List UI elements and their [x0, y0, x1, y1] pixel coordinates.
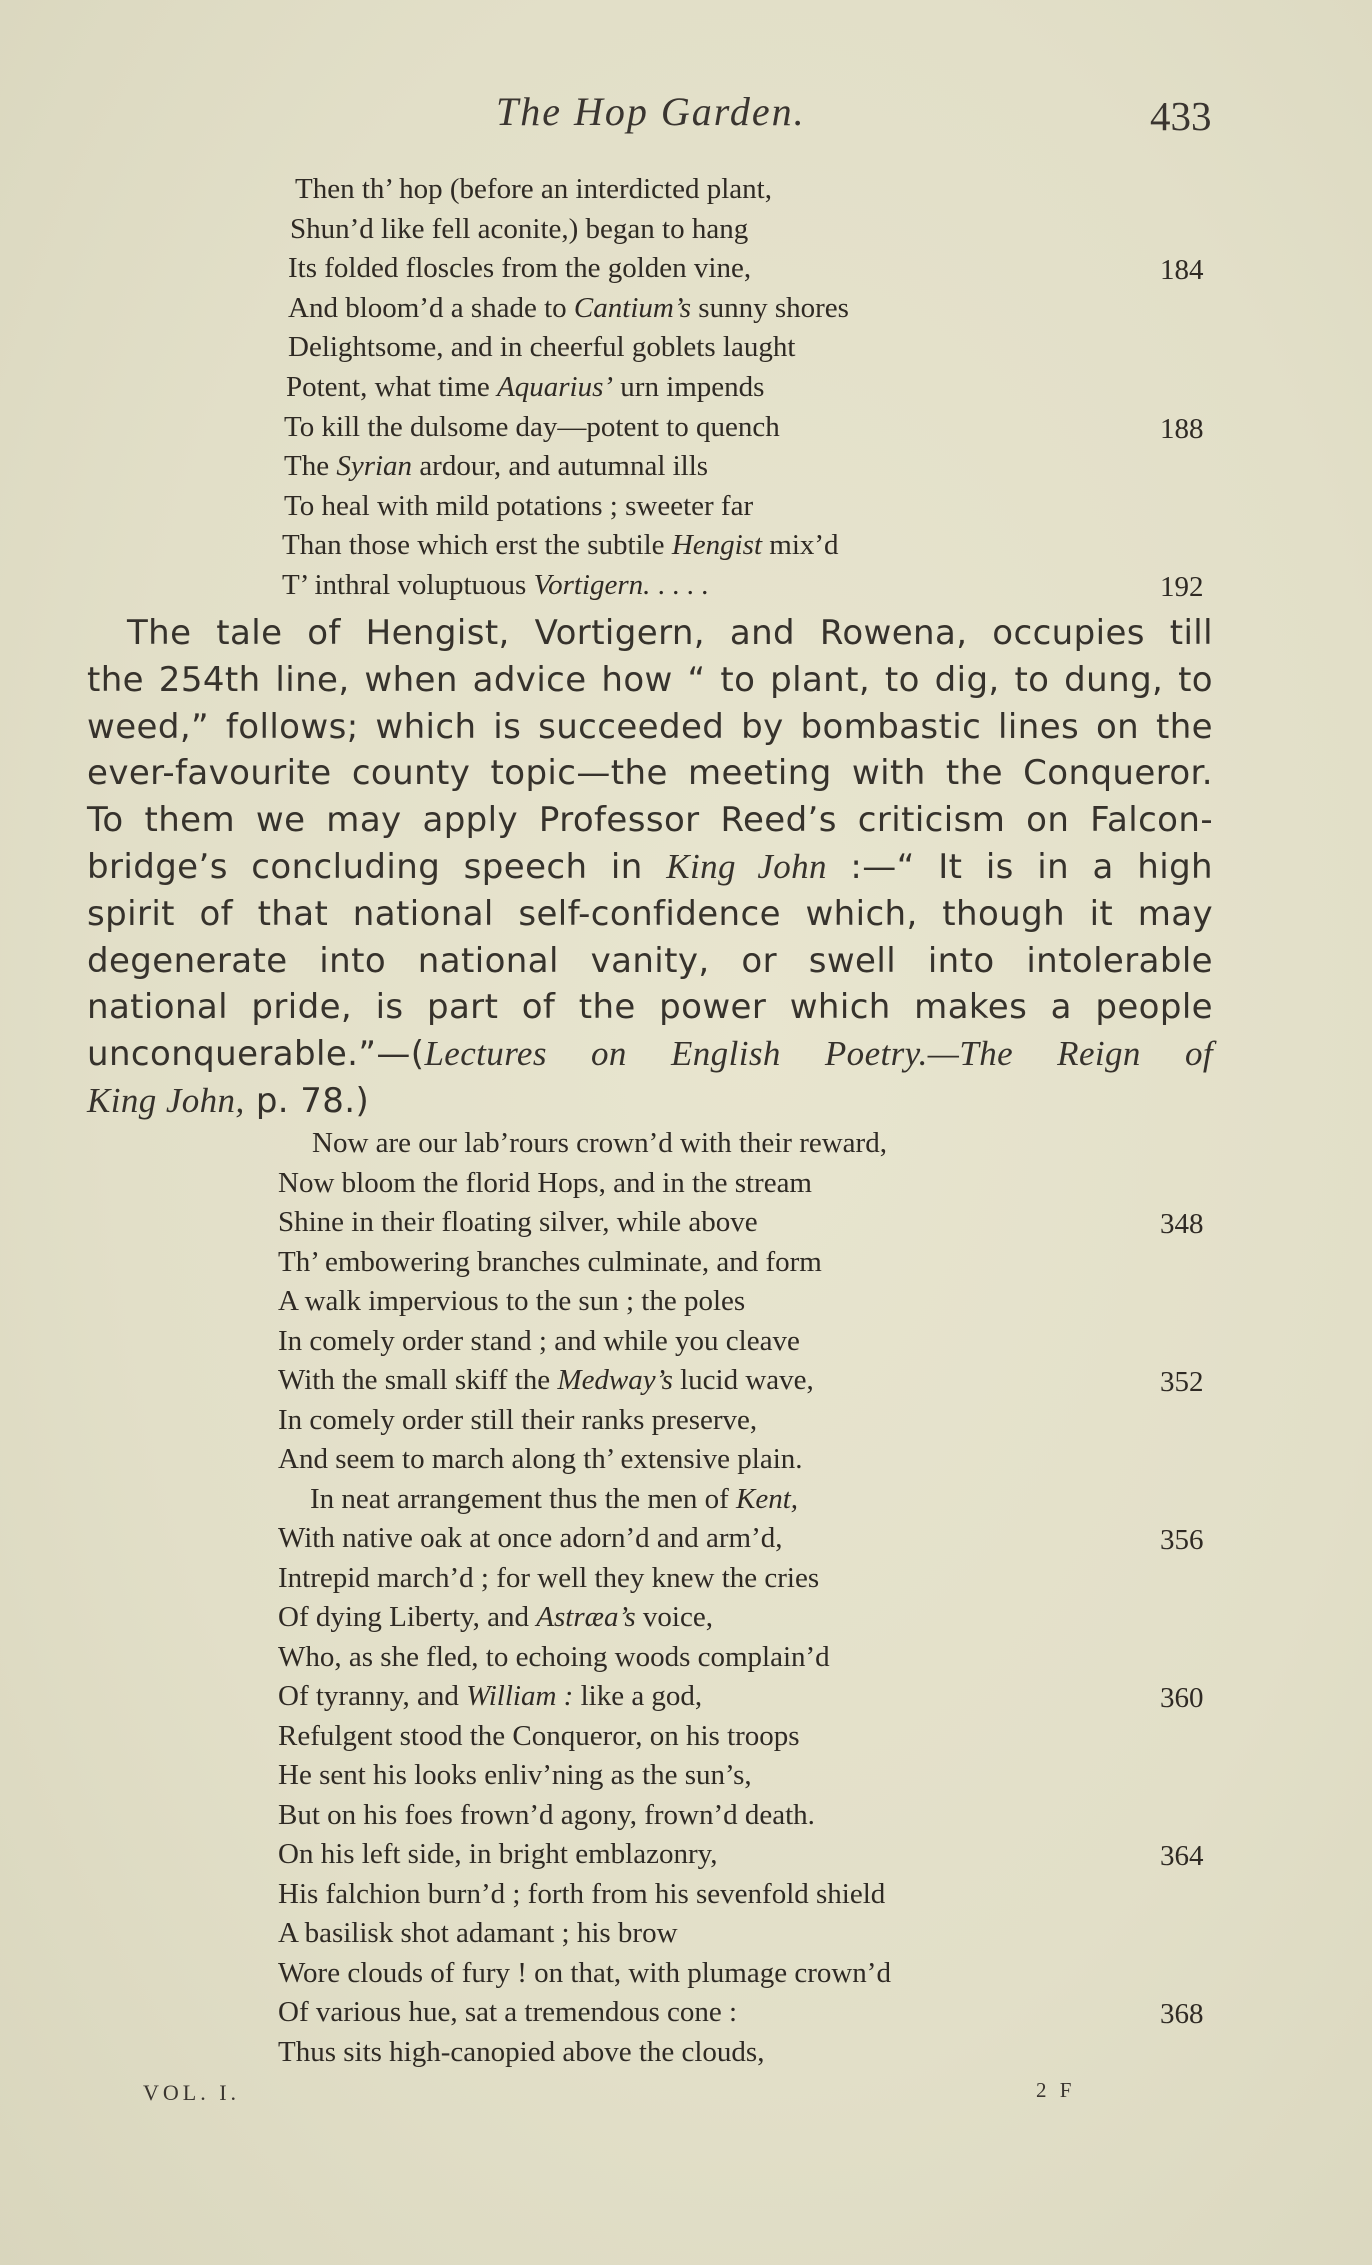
line-number: 184 [1160, 254, 1204, 287]
verse-text [278, 1364, 814, 1397]
verse-line [0, 1562, 1372, 1602]
prose-segment: spirit of that national self-confidence which, though it may [87, 893, 1213, 934]
verse-text [278, 1917, 678, 1950]
verse-segment: Shine in their floating silver, while above [278, 1206, 758, 1238]
prose-segment: unconquerable.”—( [87, 1034, 425, 1075]
verse-line [0, 1483, 1372, 1523]
verse-line [0, 1641, 1372, 1681]
verse-line [0, 490, 1372, 530]
verse-line [0, 1878, 1372, 1918]
verse-italic-segment: Kent, [735, 1482, 799, 1515]
verse-segment: Its folded floscles from the golden vine, [288, 252, 752, 285]
verse-text [288, 331, 795, 364]
verse-segment: In neat arrangement thus the men of [310, 1482, 736, 1515]
verse-segment: A walk impervious to the sun ; the poles [278, 1285, 746, 1317]
verse-segment: like a god, [573, 1680, 703, 1712]
verse-line [0, 213, 1372, 253]
verse-segment: Of dying Liberty, and [278, 1601, 537, 1633]
verse-segment: In comely order stand ; and while you cleave [278, 1324, 800, 1357]
verse-line [0, 1325, 1372, 1365]
verse-segment: Intrepid march’d ; for well they knew the cries [278, 1561, 820, 1594]
prose-segment: The tale of Hengist, Vortigern, and Rowena, occupies till [127, 613, 1213, 653]
prose-segment: weed,” follows; which is succeeded by bombastic lines on the [87, 706, 1213, 747]
verse-text [278, 1522, 783, 1555]
verse-segment: T’ inthral voluptuous [282, 569, 534, 601]
signature-mark: 2 F [1036, 2078, 1076, 2102]
verse-line [0, 1285, 1372, 1325]
verse-segment: And bloom’d a shade to [288, 291, 574, 324]
verse-line [0, 1799, 1372, 1839]
verse-italic-segment: Cantium’s [573, 291, 692, 324]
verse-segment: Shun’d like fell aconite,) began to hang [290, 212, 749, 245]
verse-segment: Then th’ hop (before an interdicted plant, [295, 173, 772, 205]
prose-line [87, 704, 1213, 751]
verse-text [310, 1483, 798, 1516]
verse-segment: urn impends [613, 371, 765, 403]
prose-segment: bridge’s concluding speech in [87, 846, 667, 887]
verse-segment: His falchion burn’d ; forth from his sevenfold shield [278, 1877, 886, 1910]
verse-text [278, 1957, 891, 1990]
verse-line [0, 2036, 1372, 2076]
prose-italic-segment: Lectures on English Poetry.—The Reign of [424, 1034, 1213, 1074]
prose-segment: p. 78.) [244, 1080, 370, 1121]
volume-label: VOL. I. [143, 2080, 241, 2105]
verse-italic-segment: Hengist [671, 529, 763, 562]
verse-line [0, 1206, 1372, 1246]
prose-italic-segment: King John [666, 846, 827, 886]
verse-text [278, 1206, 758, 1239]
verse-line [0, 1404, 1372, 1444]
verse-segment: Potent, what time [286, 371, 498, 403]
verse-text [286, 371, 764, 404]
verse-italic-segment: William : [466, 1680, 574, 1712]
verse-line [0, 1917, 1372, 1957]
verse-segment: On his left side, in bright emblazonry, [278, 1838, 718, 1870]
verse-text [278, 1759, 752, 1792]
line-number: 364 [1160, 1840, 1204, 1872]
verse-text [278, 1562, 819, 1595]
line-number: 368 [1160, 1998, 1204, 2030]
verse-text [278, 1246, 822, 1279]
verse-line [0, 1759, 1372, 1799]
verse-text [278, 1641, 830, 1674]
verse-segment: In comely order still their ranks preserve, [278, 1403, 758, 1436]
verse-line [0, 1601, 1372, 1641]
prose-line [87, 938, 1213, 985]
prose-line [87, 750, 1213, 797]
verse-segment: And seem to march along th’ extensive plain. [278, 1443, 803, 1475]
prose-line [87, 891, 1213, 938]
prose-paragraph [87, 610, 1213, 1125]
verse-segment: sunny shores [691, 291, 849, 324]
line-number: 192 [1160, 571, 1204, 603]
verse-text [288, 292, 849, 325]
verse-segment: With native oak at once adorn’d and arm’d, [278, 1522, 783, 1554]
running-head [0, 88, 1372, 148]
verse-segment: The [284, 450, 337, 483]
verse-text [284, 490, 753, 523]
verse-segment: mix’d [762, 529, 839, 562]
verse-text [278, 1680, 702, 1713]
verse-text [295, 173, 772, 206]
verse-line [0, 252, 1372, 292]
verse-line [0, 1443, 1372, 1483]
verse-segment: Than those which erst the subtile [282, 529, 672, 562]
verse-line [0, 411, 1372, 451]
verse-segment: Th’ embowering branches culminate, and form [278, 1245, 822, 1278]
verse-italic-segment: Vortigern. [533, 569, 651, 601]
verse-segment: But on his foes frown’d agony, frown’d death. [278, 1798, 815, 1831]
verse-line [0, 1246, 1372, 1286]
verse-line [0, 1364, 1372, 1404]
page-number: 433 [1150, 93, 1212, 139]
line-number: 352 [1160, 1366, 1204, 1398]
verse-segment: He sent his looks enliv’ning as the sun’s, [278, 1759, 752, 1791]
verse-text [278, 1996, 737, 2029]
verse-line [0, 1680, 1372, 1720]
verse-segment: . . . . [650, 569, 709, 601]
verse-segment: A basilisk shot adamant ; his brow [278, 1917, 678, 1949]
verse-segment: lucid wave, [672, 1364, 814, 1396]
verse-text [278, 1601, 713, 1634]
verse-line [0, 1522, 1372, 1562]
verse-text [278, 2036, 764, 2069]
verse-text [278, 1325, 800, 1358]
prose-line [87, 1031, 1213, 1078]
verse-segment: Thus sits high-canopied above the clouds, [278, 2035, 765, 2068]
verse-segment: Of various hue, sat a tremendous cone : [278, 1996, 738, 2028]
prose-segment: ever-favourite county topic—the meeting with the Conqueror. [87, 753, 1213, 794]
verse-segment: Refulgent stood the Conqueror, on his troops [278, 1719, 800, 1752]
verse-segment: Delightsome, and in cheerful goblets laught [288, 331, 796, 364]
prose-segment: national pride, is part of the power which makes a people [87, 987, 1213, 1028]
prose-italic-segment: King John, [87, 1080, 245, 1120]
verse-line [0, 450, 1372, 490]
verse-segment: Now are our lab’rours crown’d with their reward, [312, 1127, 887, 1159]
prose-line [87, 1078, 1213, 1125]
running-title: The Hop Garden. [496, 89, 806, 134]
verse-line [0, 1996, 1372, 2036]
verse-text [278, 1443, 803, 1476]
verse-segment: Who, as she fled, to echoing woods complain’d [278, 1640, 830, 1673]
verse-text [278, 1285, 745, 1318]
verse-segment: To kill the dulsome day—potent to quench [284, 410, 780, 443]
prose-segment: the 254th line, when advice how “ to plant, to dig, to dung, to [87, 659, 1213, 700]
verse-line [0, 569, 1372, 609]
verse-text [284, 450, 708, 483]
line-number: 348 [1160, 1208, 1204, 1240]
verse-text [282, 569, 708, 602]
verse-segment: To heal with mild potations ; sweeter far [284, 489, 754, 522]
verse-segment: voice, [635, 1601, 713, 1633]
verse-italic-segment: Medway’s [557, 1364, 673, 1396]
prose-line [87, 984, 1213, 1031]
verse-segment: Wore clouds of fury ! on that, with plumage crown’d [278, 1956, 891, 1989]
line-number: 360 [1160, 1682, 1204, 1714]
verse-line [0, 331, 1372, 371]
verse-segment: ardour, and autumnal ills [412, 450, 709, 483]
prose-line [87, 844, 1213, 891]
verse-line [0, 173, 1372, 213]
verse-text [282, 529, 839, 562]
verse-line [0, 1720, 1372, 1760]
verse-italic-segment: Aquarius’ [497, 371, 614, 403]
verse-italic-segment: Astræa’s [536, 1601, 636, 1633]
verse-line [0, 371, 1372, 411]
prose-line [87, 657, 1213, 704]
line-number: 188 [1160, 412, 1204, 445]
verse-text [278, 1167, 812, 1200]
verse-text [312, 1127, 887, 1160]
prose-segment: degenerate into national vanity, or swell into intolerable [87, 940, 1213, 981]
prose-line [87, 610, 1213, 657]
verse-text [278, 1720, 800, 1753]
prose-line [87, 797, 1213, 844]
prose-segment: To them we may apply Professor Reed’s criticism on Falcon- [87, 800, 1213, 841]
verse-text [278, 1878, 885, 1911]
verse-text [290, 213, 748, 246]
prose-segment: :—“ It is in a high [826, 846, 1213, 887]
verse-text [278, 1404, 757, 1437]
verse-segment: With the small skiff the [278, 1364, 558, 1396]
verse-text [288, 252, 751, 285]
verse-text [278, 1799, 815, 1832]
verse-line [0, 1957, 1372, 1997]
line-number: 356 [1160, 1524, 1204, 1556]
verse-segment: Of tyranny, and [278, 1680, 467, 1712]
verse-line [0, 1167, 1372, 1207]
verse-line [0, 1127, 1372, 1167]
verse-line [0, 292, 1372, 332]
verse-text [284, 411, 780, 444]
verse-line [0, 1838, 1372, 1878]
verse-text [278, 1838, 717, 1871]
verse-italic-segment: Syrian [336, 450, 413, 483]
verse-segment: Now bloom the florid Hops, and in the stream [278, 1166, 812, 1199]
verse-line [0, 529, 1372, 569]
